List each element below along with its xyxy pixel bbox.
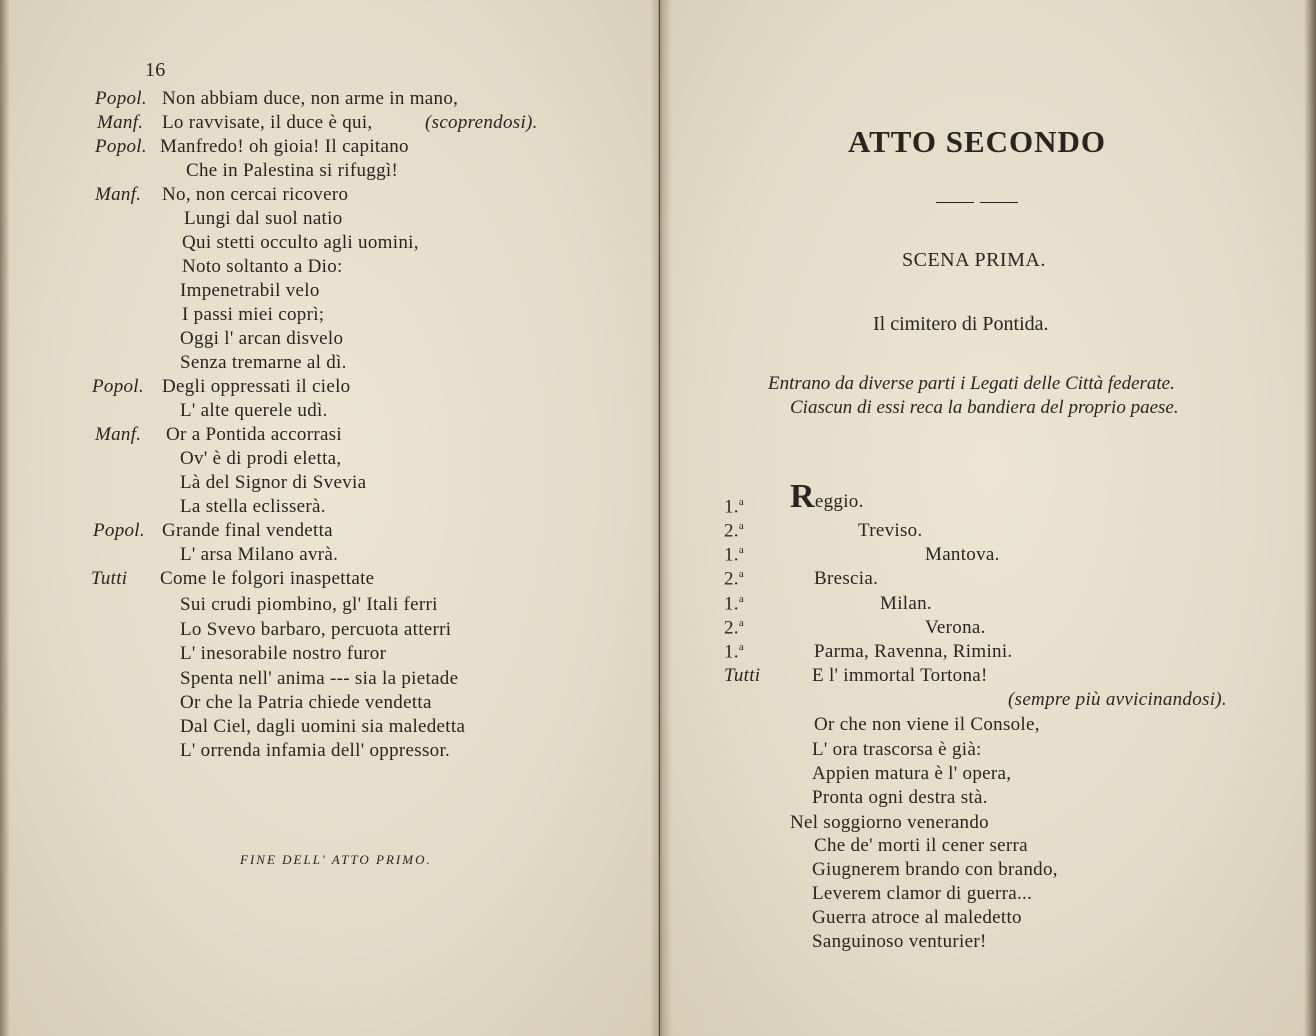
verse-line: Or a Pontida accorrasi bbox=[166, 424, 342, 445]
scene-location: Il cimitero di Pontida. bbox=[873, 313, 1049, 335]
voice-number: 2.$^a$ bbox=[724, 520, 745, 542]
voice-line: E l' immortal Tortona! bbox=[812, 665, 988, 686]
page-edge-shadow bbox=[1304, 0, 1316, 1036]
stage-direction: (sempre più avvicinandosi). bbox=[1008, 689, 1227, 710]
verse-line: Pronta ogni destra stà. bbox=[812, 787, 988, 808]
verse-line: Guerra atroce al maledetto bbox=[812, 907, 1022, 928]
verse-line: Là del Signor di Svevia bbox=[180, 472, 367, 493]
verse-line: Dal Ciel, dagli uomini sia maledetta bbox=[180, 716, 466, 737]
verse-line: L' ora trascorsa è già: bbox=[812, 739, 982, 760]
verse-line: Manfredo! oh gioia! Il capitano bbox=[160, 136, 409, 157]
verse-line: Oggi l' arcan disvelo bbox=[180, 328, 344, 349]
verse-line: Come le folgori inaspettate bbox=[160, 568, 375, 589]
verse-line: Che de' morti il cener serra bbox=[814, 835, 1028, 856]
voice-number: 1.$^a$ bbox=[724, 593, 745, 615]
page-edge-shadow bbox=[0, 0, 10, 1036]
book-gutter bbox=[650, 0, 672, 1036]
verse-line: Appien matura è l' opera, bbox=[812, 763, 1012, 784]
first-voice-text: eggio. bbox=[814, 491, 864, 512]
voice-number: 1.$^a$ bbox=[724, 496, 745, 518]
verse-line: I passi miei coprì; bbox=[182, 304, 325, 325]
verse-line: Nel soggiorno venerando bbox=[790, 812, 989, 833]
speaker-label: Popol. bbox=[95, 136, 147, 157]
speaker-label: Manf. bbox=[95, 424, 142, 445]
drop-cap: R bbox=[790, 478, 815, 515]
act-title: ATTO SECONDO bbox=[848, 124, 1107, 159]
verse-line: Degli oppressati il cielo bbox=[162, 376, 351, 397]
verse-line: Impenetrabil velo bbox=[180, 280, 320, 301]
speaker-label: Popol. bbox=[95, 88, 147, 109]
voice-line: Treviso. bbox=[858, 520, 923, 541]
speaker-label: Tutti bbox=[91, 568, 128, 589]
stage-direction: Ciascun di essi reca la bandiera del proprio paese. bbox=[790, 397, 1179, 418]
speaker-label: Popol. bbox=[93, 520, 145, 541]
verse-line: No, non cercai ricovero bbox=[162, 184, 349, 205]
verse-line: Lo ravvisate, il duce è qui, bbox=[162, 112, 373, 133]
verse-line: L' inesorabile nostro furor bbox=[180, 643, 387, 664]
scene-title: SCENA PRIMA. bbox=[902, 249, 1046, 271]
verse-line: Ov' è di prodi eletta, bbox=[180, 448, 342, 469]
voice-number: 2.$^a$ bbox=[724, 568, 745, 590]
verse-line: Non abbiam duce, non arme in mano, bbox=[162, 88, 459, 109]
verse-line: Lungi dal suol natio bbox=[184, 208, 343, 229]
verse-line: Sanguinoso venturier! bbox=[812, 931, 987, 952]
verse-line: Qui stetti occulto agli uomini, bbox=[182, 232, 419, 253]
speaker-label: Manf. bbox=[95, 184, 142, 205]
verse-line: Leverem clamor di guerra... bbox=[812, 883, 1033, 904]
verse-line: Giugnerem brando con brando, bbox=[812, 859, 1058, 880]
verse-line: Lo Svevo barbaro, percuota atterri bbox=[180, 619, 452, 640]
voice-number: 1.$^a$ bbox=[724, 641, 745, 663]
verse-line: Grande final vendetta bbox=[162, 520, 333, 541]
stage-direction: (scoprendosi). bbox=[425, 112, 538, 133]
verse-line: Sui crudi piombino, gl' Itali ferri bbox=[180, 594, 438, 615]
verse-line: Che in Palestina si rifuggì! bbox=[186, 160, 399, 181]
verse-line: Senza tremarne al dì. bbox=[180, 352, 347, 373]
stage-direction: Entrano da diverse parti i Legati delle Città federate. bbox=[768, 373, 1175, 394]
verse-line: L' alte querele udì. bbox=[180, 400, 328, 421]
voice-line: Parma, Ravenna, Rimini. bbox=[814, 641, 1013, 662]
voice-line: Mantova. bbox=[925, 544, 1000, 565]
verse-line: La stella eclisserà. bbox=[180, 496, 326, 517]
verse-line: L' orrenda infamia dell' oppressor. bbox=[180, 740, 451, 761]
speaker-label: Manf. bbox=[97, 112, 144, 133]
verse-line: Noto soltanto a Dio: bbox=[182, 256, 343, 277]
verse-line: L' arsa Milano avrà. bbox=[180, 544, 339, 565]
verse-line: Or che la Patria chiede vendetta bbox=[180, 692, 432, 713]
verse-line: Or che non viene il Console, bbox=[814, 714, 1040, 735]
voice-line: Verona. bbox=[925, 617, 986, 638]
voice-line: Brescia. bbox=[814, 568, 879, 589]
page-number: 16 bbox=[145, 59, 166, 81]
divider-rule bbox=[980, 202, 1018, 203]
verse-line: Spenta nell' anima --- sia la pietade bbox=[180, 668, 459, 689]
speaker-label: Popol. bbox=[92, 376, 144, 397]
voice-line: Milan. bbox=[880, 593, 932, 614]
speaker-label: Tutti bbox=[724, 665, 761, 686]
act-end-note: FINE DELL' ATTO PRIMO. bbox=[240, 852, 432, 867]
divider-rule bbox=[936, 202, 974, 203]
first-voice-line bbox=[790, 480, 864, 514]
voice-number: 2.$^a$ bbox=[724, 617, 745, 639]
voice-number: 1.$^a$ bbox=[724, 544, 745, 566]
